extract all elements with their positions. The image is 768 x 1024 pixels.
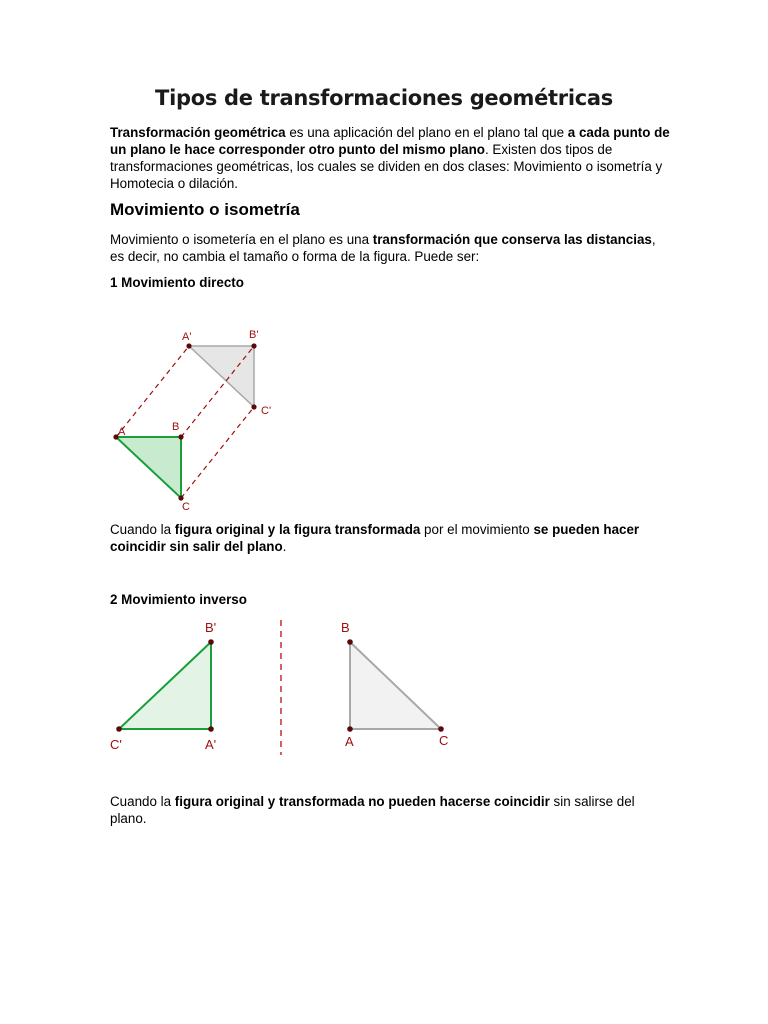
point-a-2 [347,726,353,732]
direct-emphasis-1: figura original y la figura transformada [174,522,421,537]
subheading-inverse: 2 Movimiento inverso [110,592,247,607]
direct-emphasis-2: se pueden hacer coincidir sin salir del plano [110,522,640,554]
inverse-paragraph [110,793,670,827]
intro-text-1: es una aplicación del plano en el plano tal que [285,125,568,140]
inverse-text-1: Cuando la [110,794,175,809]
triangle-original-gray [350,642,441,729]
label-b-2: B [341,620,350,635]
inverse-emphasis: figura original y transformada no pueden hacerse coincidir [174,794,550,809]
label-b-prime-2: B' [205,620,217,635]
subheading-direct: 1 Movimiento directo [110,275,244,290]
point-b-2 [347,639,353,645]
label-b: B [172,421,180,433]
point-a-prime-2 [208,726,214,732]
point-c-2 [438,726,444,732]
label-c-prime: C' [261,405,272,417]
direct-text-3: . [282,539,287,554]
section-text-1: Movimiento o isometería en el plano es una [110,232,373,247]
page-title: Tipos de transformaciones geométricas [155,86,613,110]
intro-emphasis: a cada punto de un plano le hace corresponder otro punto del mismo plano [110,125,670,157]
label-b-prime: B' [249,329,259,341]
label-c-prime-2: C' [110,737,122,752]
inverse-text-2: sin salirse del plano. [110,794,635,826]
direct-text-2: por el movimiento [420,522,534,537]
label-c-2: C [439,733,449,748]
label-c: C [182,501,190,513]
label-a-2: A [345,734,354,749]
direct-text-1: Cuando la [110,522,175,537]
intro-term: Transformación geométrica [110,125,286,140]
label-a: A [118,426,126,438]
label-a-prime-2: A' [205,737,217,752]
section-text-2: , es decir, no cambia el tamaño o forma de la figura. Puede ser: [110,232,656,264]
label-a-prime: A' [182,331,192,343]
section-emphasis: transformación que conserva las distancias [372,232,652,247]
point-b-prime-2 [208,639,214,645]
point-c-prime-2 [116,726,122,732]
intro-text-2: . Existen dos tipos de transformaciones geométricas, los cuales se dividen en dos clases: Movimiento o isometría y Homotecia o dilación. [110,142,663,191]
section-heading: Movimiento o isometría [110,200,300,219]
triangle-reflected [119,642,211,729]
